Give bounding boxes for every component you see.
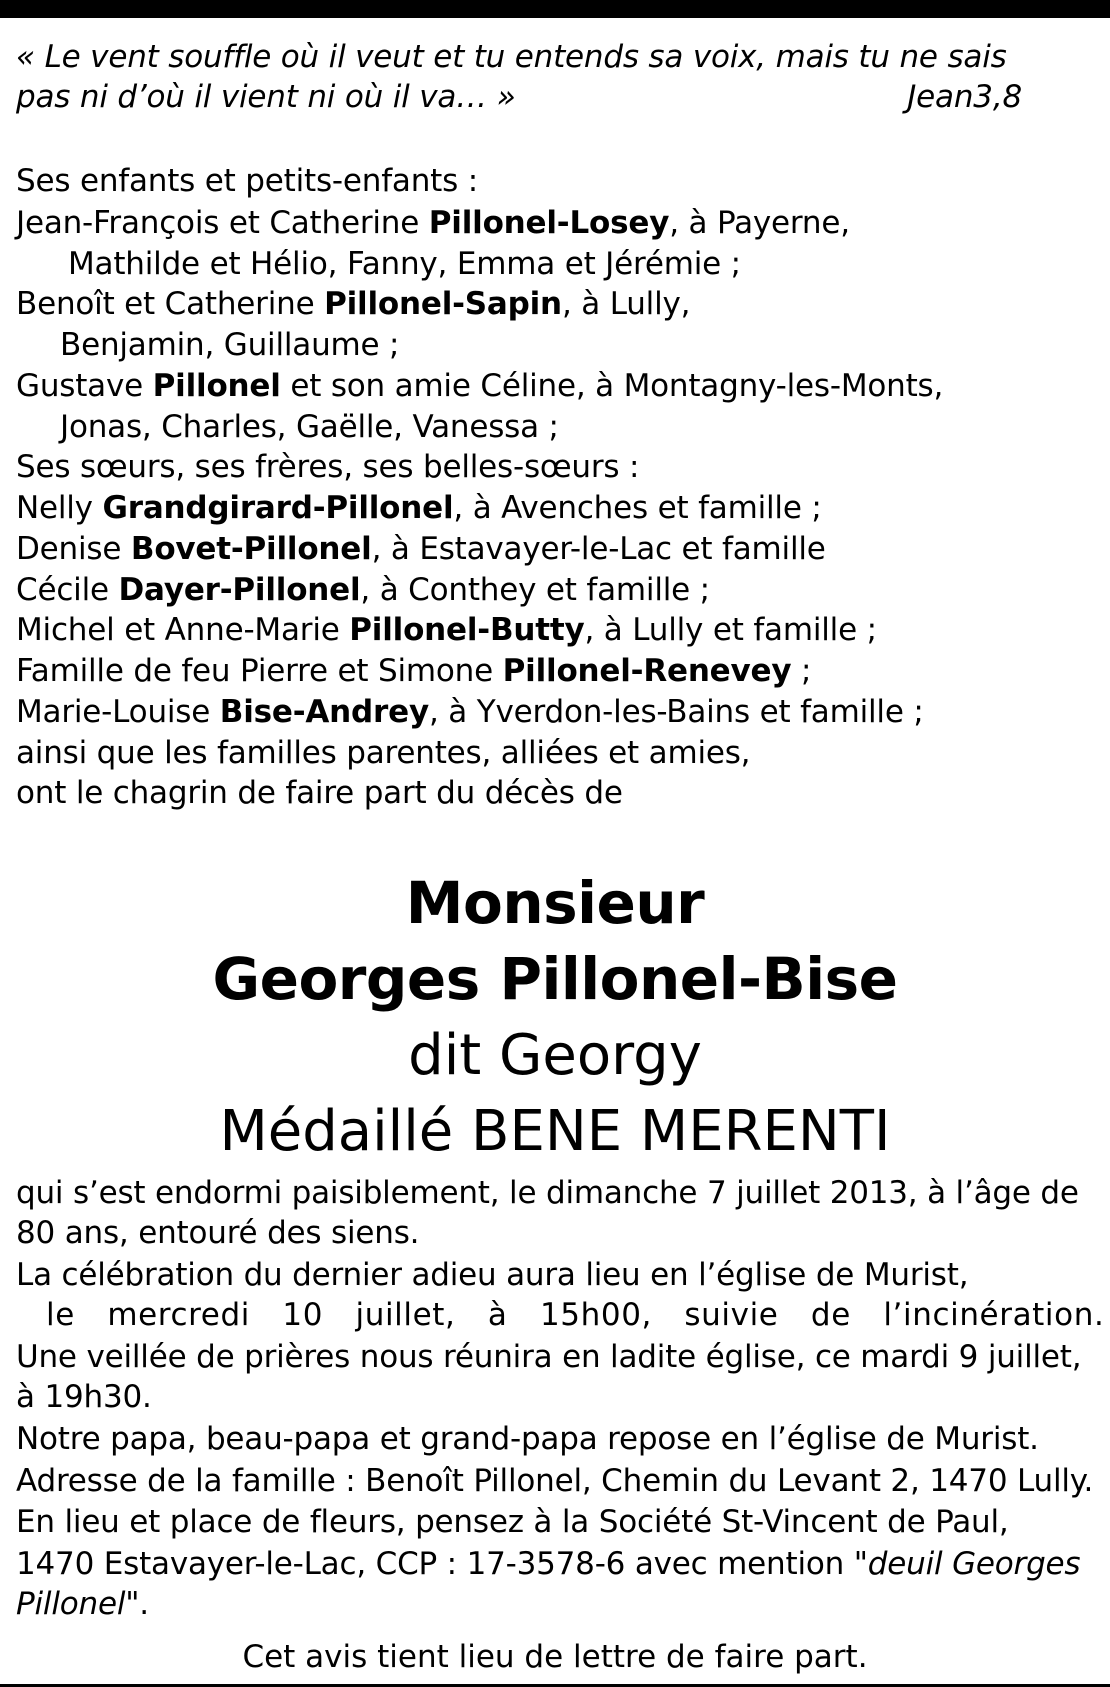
death-line-1: qui s’est endormi paisiblement, le dimanche 7 juillet 2013, à l’âge de (16, 1175, 1079, 1211)
quote-line-2: pas ni d’où il vient ni où il va… » (16, 79, 516, 115)
deceased-nickname: dit Georgy (408, 1023, 702, 1088)
sibling-name: Dayer-Pillonel (118, 572, 361, 608)
sibling-name: Pillonel-Butty (349, 612, 585, 648)
sibling-entry: Famille de feu Pierre et Simone Pillonel-Renevey ; (16, 653, 812, 689)
rest-line: Notre papa, beau-papa et grand-papa repose en l’église de Murist. (16, 1421, 1039, 1457)
death-line-2: 80 ans, entouré des siens. (16, 1215, 420, 1251)
vigil-line-2: à 19h30. (16, 1379, 152, 1415)
deceased-distinction: Médaillé BENE MERENTI (219, 1099, 891, 1164)
ceremony-line-1: La célébration du dernier adieu aura lieu en l’église de Murist, (16, 1257, 969, 1293)
vigil-line-1: Une veillée de prières nous réunira en ladite église, ce mardi 9 juillet, (16, 1339, 1082, 1375)
grandchildren: Benjamin, Guillaume ; (60, 327, 400, 363)
sibling-name: Grandgirard-Pillonel (102, 490, 454, 526)
sibling-entry: Marie-Louise Bise-Andrey, à Yverdon-les-Bains et famille ; (16, 694, 924, 730)
child-entry: Gustave Pillonel et son amie Céline, à Montagny-les-Monts, (16, 368, 944, 404)
announcement-line: ont le chagrin de faire part du décès de (16, 775, 623, 811)
sibling-entry: Nelly Grandgirard-Pillonel, à Avenches et famille ; (16, 490, 822, 526)
closing-line: Cet avis tient lieu de lettre de faire part. (242, 1639, 868, 1675)
sibling-entry: Denise Bovet-Pillonel, à Estavayer-le-Lac et famille (16, 531, 826, 567)
child-entry: Jean-François et Catherine Pillonel-Losey, à Payerne, (16, 205, 850, 241)
sibling-name: Bise-Andrey (219, 694, 429, 730)
deceased-honorific: Monsieur (405, 869, 705, 937)
quote-line-1: « Le vent souffle où il veut et tu entends sa voix, mais tu ne sais (16, 39, 1007, 75)
grandchildren: Jonas, Charles, Gaëlle, Vanessa ; (60, 409, 559, 445)
child-name: Pillonel (152, 368, 281, 404)
sibling-name: Pillonel-Renevey (502, 653, 792, 689)
child-name: Pillonel-Losey (428, 205, 670, 241)
sibling-entry: Michel et Anne-Marie Pillonel-Butty, à Lully et famille ; (16, 612, 877, 648)
child-name: Pillonel-Sapin (324, 286, 562, 322)
donation-line-1: En lieu et place de fleurs, pensez à la Société St-Vincent de Paul, (16, 1504, 1009, 1540)
child-entry: Benoît et Catherine Pillonel-Sapin, à Lully, (16, 286, 691, 322)
ceremony-line-2: le mercredi 10 juillet, à 15h00, suivie de l’incinération. (46, 1297, 1105, 1333)
grandchildren: Mathilde et Hélio, Fanny, Emma et Jérémie ; (68, 246, 741, 282)
siblings-heading: Ses sœurs, ses frères, ses belles-sœurs : (16, 449, 640, 485)
top-rule (0, 0, 1110, 18)
donation-mention: "deuil Georges (853, 1546, 1081, 1582)
donation-line-3: Pillonel". (16, 1586, 149, 1622)
quote-reference: Jean3,8 (907, 79, 1022, 115)
address-line: Adresse de la famille : Benoît Pillonel, Chemin du Levant 2, 1470 Lully. (16, 1463, 1094, 1499)
sibling-entry: Cécile Dayer-Pillonel, à Conthey et famille ; (16, 572, 710, 608)
donation-line-2: 1470 Estavayer-le-Lac, CCP : 17-3578-6 avec mention "deuil Georges (16, 1546, 1081, 1582)
relatives-line: ainsi que les familles parentes, alliées et amies, (16, 735, 751, 771)
children-heading: Ses enfants et petits-enfants : (16, 163, 478, 199)
sibling-name: Bovet-Pillonel (130, 531, 372, 567)
deceased-name: Georges Pillonel-Bise (212, 945, 898, 1013)
